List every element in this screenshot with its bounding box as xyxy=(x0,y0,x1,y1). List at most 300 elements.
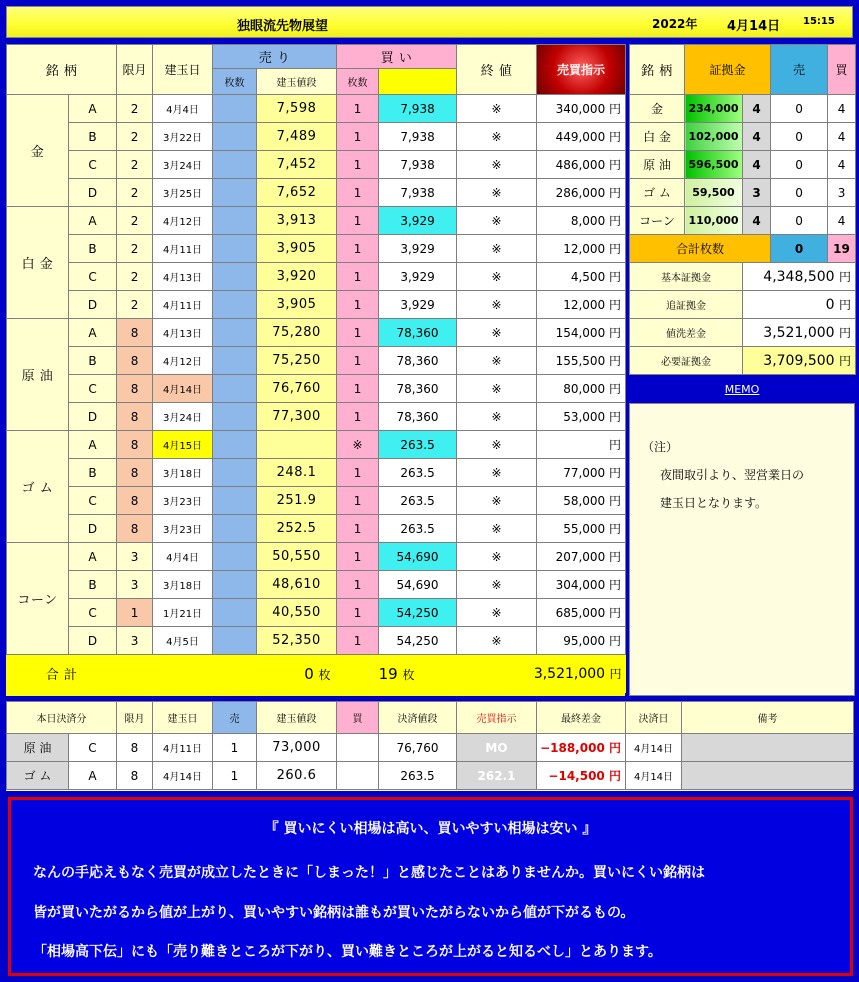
row-month: 2 xyxy=(117,123,153,151)
row-sell-qty xyxy=(213,599,257,627)
row-month: 8 xyxy=(117,431,153,459)
position-row xyxy=(7,515,626,543)
row-buy-qty: 1 xyxy=(337,123,379,151)
margin-row xyxy=(630,207,856,235)
header-sell-qty: 枚数 xyxy=(213,69,257,95)
position-row xyxy=(7,179,626,207)
row-signal: ※ xyxy=(457,179,537,207)
row-month: 2 xyxy=(117,235,153,263)
row-close: 3,929 xyxy=(379,263,457,291)
row-sell-qty xyxy=(213,459,257,487)
row-signal: ※ xyxy=(457,123,537,151)
header-brand: 銘 柄 xyxy=(7,45,117,95)
row-sell-qty xyxy=(213,95,257,123)
settle-buy xyxy=(337,762,379,790)
row-diff: 449,000 xyxy=(555,130,606,144)
summary-label: 基本証拠金 xyxy=(630,263,743,291)
row-price: 3,905 xyxy=(257,291,337,319)
row-signal: ※ xyxy=(457,291,537,319)
position-row xyxy=(7,207,626,235)
margin-row xyxy=(630,151,856,179)
page-title: 独眼流先物展望 xyxy=(237,19,329,34)
summary-unit: 円 xyxy=(839,354,852,368)
settle-header-settle-price: 決済値段 xyxy=(379,702,457,734)
position-row xyxy=(7,543,626,571)
total-sell: 0 xyxy=(304,664,314,683)
row-date: 4月13日 xyxy=(153,319,213,347)
row-buy-qty: 1 xyxy=(337,515,379,543)
margin-buy: 4 xyxy=(828,207,856,235)
row-month: 8 xyxy=(117,515,153,543)
row-date: 3月18日 xyxy=(153,459,213,487)
margin-summary-row xyxy=(630,263,856,291)
row-code: D xyxy=(69,403,117,431)
settle-signal: 262.1 xyxy=(457,762,537,790)
row-diff: 155,500 xyxy=(555,354,606,368)
margin-row xyxy=(630,95,856,123)
row-sell-qty xyxy=(213,319,257,347)
row-code: D xyxy=(69,291,117,319)
row-buy-qty: 1 xyxy=(337,207,379,235)
settle-brand: ゴ ム xyxy=(7,762,69,790)
memo-line-2: 夜間取引より、翌営業日の xyxy=(660,468,805,482)
row-date: 3月22日 xyxy=(153,123,213,151)
row-close: 7,938 xyxy=(379,95,457,123)
row-month: 2 xyxy=(117,179,153,207)
row-month: 3 xyxy=(117,543,153,571)
row-diff-unit: 円 xyxy=(609,214,622,228)
row-signal: ※ xyxy=(457,375,537,403)
margin-sell: 0 xyxy=(771,95,828,123)
settle-date: 4月14日 xyxy=(153,762,213,790)
memo-line-3: 建玉日となります。 xyxy=(660,496,768,510)
row-diff: 207,000 xyxy=(555,550,606,564)
summary-value: 3,709,500 xyxy=(763,353,835,369)
row-signal: ※ xyxy=(457,627,537,655)
row-month: 8 xyxy=(117,459,153,487)
row-code: C xyxy=(69,487,117,515)
row-diff: 12,000 xyxy=(563,298,606,312)
row-diff-unit: 円 xyxy=(609,298,622,312)
row-code: C xyxy=(69,375,117,403)
margin-header-buy: 買 xyxy=(828,45,856,95)
memo-line-1: （注） xyxy=(642,440,679,454)
row-month: 8 xyxy=(117,347,153,375)
row-date: 4月15日 xyxy=(153,431,213,459)
header-sell: 売 り xyxy=(213,45,337,69)
row-diff-unit: 円 xyxy=(609,382,622,396)
settle-table xyxy=(6,701,854,790)
settle-panel xyxy=(6,701,853,791)
proverb-banner xyxy=(8,797,853,976)
row-diff-unit: 円 xyxy=(609,354,622,368)
row-close: 78,360 xyxy=(379,319,457,347)
row-buy-qty: 1 xyxy=(337,291,379,319)
row-sell-qty xyxy=(213,487,257,515)
row-buy-qty: 1 xyxy=(337,375,379,403)
row-diff-unit: 円 xyxy=(609,186,622,200)
row-code: A xyxy=(69,543,117,571)
margin-brand: コーン xyxy=(630,207,685,235)
row-date: 4月12日 xyxy=(153,207,213,235)
row-close: 263.5 xyxy=(379,515,457,543)
row-close: 3,929 xyxy=(379,207,457,235)
row-signal: ※ xyxy=(457,459,537,487)
position-row xyxy=(7,431,626,459)
row-date: 4月14日 xyxy=(153,375,213,403)
header-close: 終 値 xyxy=(457,45,537,95)
row-diff-unit: 円 xyxy=(609,242,622,256)
row-diff: 95,000 xyxy=(563,634,606,648)
header-buy-qty: 枚数 xyxy=(337,69,379,95)
settle-settle-date: 4月14日 xyxy=(626,762,682,790)
banner-line-1: なんの手応えもなく売買が成立したときに「しまった！」と感じたことはありませんか。買いにくい銘柄は xyxy=(33,865,705,881)
row-month: 2 xyxy=(117,291,153,319)
row-code: C xyxy=(69,599,117,627)
row-sell-qty xyxy=(213,291,257,319)
header-month: 限月 xyxy=(117,45,153,95)
settle-month: 8 xyxy=(117,762,153,790)
row-price: 251.9 xyxy=(257,487,337,515)
row-sell-qty xyxy=(213,627,257,655)
row-date: 4月12日 xyxy=(153,347,213,375)
row-sell-qty xyxy=(213,375,257,403)
settle-settle-price: 76,760 xyxy=(379,734,457,762)
row-code: B xyxy=(69,571,117,599)
row-signal: ※ xyxy=(457,543,537,571)
row-buy-qty: 1 xyxy=(337,543,379,571)
row-sell-qty xyxy=(213,179,257,207)
memo-link[interactable]: MEMO xyxy=(724,383,760,396)
summary-value: 0 xyxy=(825,297,835,313)
row-sell-qty xyxy=(213,571,257,599)
margin-buy: 3 xyxy=(828,179,856,207)
total-buy: 19 xyxy=(378,664,398,683)
margin-header-margin: 証拠金 xyxy=(685,45,771,95)
settle-sell: 1 xyxy=(213,734,257,762)
margin-total-label: 合計枚数 xyxy=(630,235,771,263)
row-date: 4月11日 xyxy=(153,291,213,319)
settle-code: A xyxy=(69,762,117,790)
row-sell-qty xyxy=(213,123,257,151)
total-buy-unit: 枚 xyxy=(402,667,415,682)
settle-code: C xyxy=(69,734,117,762)
row-price: 3,920 xyxy=(257,263,337,291)
row-diff: 80,000 xyxy=(563,382,606,396)
row-buy-qty: 1 xyxy=(337,235,379,263)
settle-final-unit: 円 xyxy=(608,769,621,783)
row-buy-qty: 1 xyxy=(337,263,379,291)
row-code: A xyxy=(69,207,117,235)
position-row xyxy=(7,487,626,515)
row-diff-unit: 円 xyxy=(609,634,622,648)
row-price: 75,280 xyxy=(257,319,337,347)
margin-summary-row xyxy=(630,347,856,375)
row-buy-qty: 1 xyxy=(337,319,379,347)
settle-header-signal: 売買指示 xyxy=(457,702,537,734)
row-sell-qty xyxy=(213,403,257,431)
row-month: 8 xyxy=(117,319,153,347)
row-signal: ※ xyxy=(457,599,537,627)
total-diff: 3,521,000 xyxy=(533,666,606,683)
row-diff-unit: 円 xyxy=(609,130,622,144)
row-close: 7,938 xyxy=(379,151,457,179)
group-name: 金 xyxy=(7,95,69,207)
row-price: 248.1 xyxy=(257,459,337,487)
row-code: B xyxy=(69,459,117,487)
margin-table xyxy=(629,44,856,375)
position-row xyxy=(7,95,626,123)
row-close: 78,360 xyxy=(379,347,457,375)
banner-line-3: 「相場高下伝」にも「売り難きところが下がり、買い難きところが上がると知るべし」とあります。 xyxy=(33,944,662,960)
row-buy-qty: 1 xyxy=(337,347,379,375)
row-code: C xyxy=(69,263,117,291)
margin-header-sell: 売 xyxy=(771,45,828,95)
row-close: 7,938 xyxy=(379,123,457,151)
row-month: 2 xyxy=(117,207,153,235)
title-bar xyxy=(6,6,853,38)
settle-row xyxy=(7,734,854,762)
header-date: 建玉日 xyxy=(153,45,213,95)
row-buy-qty: 1 xyxy=(337,95,379,123)
margin-brand: ゴ ム xyxy=(630,179,685,207)
row-price xyxy=(257,431,337,459)
settle-brand: 原 油 xyxy=(7,734,69,762)
position-row xyxy=(7,347,626,375)
margin-total-sell: 0 xyxy=(771,235,828,263)
settle-header-date: 建玉日 xyxy=(153,702,213,734)
row-sell-qty xyxy=(213,347,257,375)
row-diff-unit: 円 xyxy=(609,410,622,424)
position-row xyxy=(7,235,626,263)
row-signal: ※ xyxy=(457,347,537,375)
row-diff: 55,000 xyxy=(563,522,606,536)
settle-header-settle-date: 決済日 xyxy=(626,702,682,734)
summary-unit: 円 xyxy=(839,326,852,340)
row-buy-qty: 1 xyxy=(337,403,379,431)
row-code: B xyxy=(69,347,117,375)
row-signal: ※ xyxy=(457,571,537,599)
margin-panel xyxy=(629,44,855,376)
margin-buy: 4 xyxy=(828,95,856,123)
settle-header-note: 備考 xyxy=(682,702,854,734)
row-close: 78,360 xyxy=(379,375,457,403)
row-price: 7,598 xyxy=(257,95,337,123)
settle-final: −14,500 xyxy=(548,769,605,783)
row-diff: 340,000 xyxy=(555,102,606,116)
row-close: 54,690 xyxy=(379,571,457,599)
margin-amount: 59,500 xyxy=(685,179,743,207)
row-date: 4月5日 xyxy=(153,627,213,655)
memo-box xyxy=(629,403,855,696)
margin-summary-row xyxy=(630,291,856,319)
header-signal[interactable]: 売買指示 xyxy=(537,45,626,95)
row-signal: ※ xyxy=(457,263,537,291)
row-date: 3月25日 xyxy=(153,179,213,207)
row-buy-qty: 1 xyxy=(337,151,379,179)
position-row xyxy=(7,151,626,179)
row-diff: 154,000 xyxy=(555,326,606,340)
row-close: 54,250 xyxy=(379,627,457,655)
row-buy-qty: 1 xyxy=(337,627,379,655)
row-signal: ※ xyxy=(457,487,537,515)
summary-label: 追証拠金 xyxy=(630,291,743,319)
group-name: コーン xyxy=(7,543,69,655)
row-sell-qty xyxy=(213,543,257,571)
header-price: 建玉値段 xyxy=(257,69,337,95)
row-diff: 286,000 xyxy=(555,186,606,200)
row-date: 1月21日 xyxy=(153,599,213,627)
margin-total-buy: 19 xyxy=(828,235,856,263)
row-diff-unit: 円 xyxy=(609,466,622,480)
settle-price: 260.6 xyxy=(257,762,337,790)
row-sell-qty xyxy=(213,207,257,235)
settle-note xyxy=(682,762,854,790)
margin-count: 4 xyxy=(743,151,771,179)
row-month: 8 xyxy=(117,487,153,515)
margin-amount: 102,000 xyxy=(685,123,743,151)
row-code: D xyxy=(69,515,117,543)
row-diff-unit: 円 xyxy=(609,550,622,564)
summary-label: 値洗差金 xyxy=(630,319,743,347)
total-sell-unit: 枚 xyxy=(318,667,331,682)
row-diff-unit: 円 xyxy=(609,270,622,284)
row-diff: 58,000 xyxy=(563,494,606,508)
row-buy-qty: 1 xyxy=(337,459,379,487)
row-diff-unit: 円 xyxy=(609,158,622,172)
row-diff: 53,000 xyxy=(563,410,606,424)
row-month: 8 xyxy=(117,375,153,403)
settle-buy xyxy=(337,734,379,762)
margin-brand: 金 xyxy=(630,95,685,123)
summary-value: 4,348,500 xyxy=(763,269,835,285)
margin-sell: 0 xyxy=(771,179,828,207)
row-close: 7,938 xyxy=(379,179,457,207)
settle-final-unit: 円 xyxy=(608,741,621,755)
settle-header-buy: 買 xyxy=(337,702,379,734)
settle-row xyxy=(7,762,854,790)
settle-header-brand: 本日決済分 xyxy=(7,702,117,734)
total-diff-unit: 円 xyxy=(609,667,622,682)
margin-header-brand: 銘 柄 xyxy=(630,45,685,95)
position-row xyxy=(7,403,626,431)
row-buy-qty: ※ xyxy=(337,431,379,459)
row-buy-qty: 1 xyxy=(337,487,379,515)
row-price: 77,300 xyxy=(257,403,337,431)
row-diff: 8,000 xyxy=(570,214,606,228)
position-row xyxy=(7,599,626,627)
group-name: ゴ ム xyxy=(7,431,69,543)
summary-label: 必要証拠金 xyxy=(630,347,743,375)
position-row xyxy=(7,123,626,151)
row-code: A xyxy=(69,431,117,459)
date-label: 4月14日 xyxy=(727,19,781,34)
row-diff-unit: 円 xyxy=(609,494,622,508)
row-close: 263.5 xyxy=(379,431,457,459)
row-date: 3月18日 xyxy=(153,571,213,599)
settle-date: 4月11日 xyxy=(153,734,213,762)
row-date: 4月13日 xyxy=(153,263,213,291)
position-row xyxy=(7,571,626,599)
row-price: 7,489 xyxy=(257,123,337,151)
row-code: B xyxy=(69,123,117,151)
row-month: 2 xyxy=(117,95,153,123)
row-diff: 4,500 xyxy=(570,270,606,284)
position-row xyxy=(7,291,626,319)
row-price: 3,905 xyxy=(257,235,337,263)
row-close: 3,929 xyxy=(379,291,457,319)
positions-panel xyxy=(6,44,625,696)
settle-header-sell: 売 xyxy=(213,702,257,734)
row-price: 252.5 xyxy=(257,515,337,543)
margin-row xyxy=(630,179,856,207)
row-date: 4月11日 xyxy=(153,235,213,263)
margin-buy: 4 xyxy=(828,123,856,151)
row-signal: ※ xyxy=(457,403,537,431)
row-close: 54,690 xyxy=(379,543,457,571)
row-code: D xyxy=(69,627,117,655)
row-code: B xyxy=(69,235,117,263)
row-diff-unit: 円 xyxy=(609,438,622,452)
row-close: 78,360 xyxy=(379,403,457,431)
settle-header-price: 建玉値段 xyxy=(257,702,337,734)
settle-note xyxy=(682,734,854,762)
margin-brand: 白 金 xyxy=(630,123,685,151)
margin-amount: 596,500 xyxy=(685,151,743,179)
settle-header-month: 限月 xyxy=(117,702,153,734)
row-price: 7,452 xyxy=(257,151,337,179)
row-price: 50,550 xyxy=(257,543,337,571)
row-close: 263.5 xyxy=(379,459,457,487)
row-diff-unit: 円 xyxy=(609,326,622,340)
margin-sell: 0 xyxy=(771,123,828,151)
margin-row xyxy=(630,123,856,151)
margin-buy: 4 xyxy=(828,151,856,179)
row-date: 3月24日 xyxy=(153,403,213,431)
row-close: 3,929 xyxy=(379,235,457,263)
row-price: 40,550 xyxy=(257,599,337,627)
row-date: 3月24日 xyxy=(153,151,213,179)
group-name: 白 金 xyxy=(7,207,69,319)
row-diff: 77,000 xyxy=(563,466,606,480)
row-signal: ※ xyxy=(457,515,537,543)
row-code: C xyxy=(69,151,117,179)
row-month: 2 xyxy=(117,151,153,179)
banner-title: 『 買いにくい相場は高い、買いやすい相場は安い 』 xyxy=(264,821,597,837)
positions-table xyxy=(6,44,626,693)
row-signal: ※ xyxy=(457,319,537,347)
row-diff-unit: 円 xyxy=(609,578,622,592)
row-price: 52,350 xyxy=(257,627,337,655)
row-diff: 486,000 xyxy=(555,158,606,172)
row-close: 54,250 xyxy=(379,599,457,627)
row-date: 3月23日 xyxy=(153,487,213,515)
row-signal: ※ xyxy=(457,235,537,263)
settle-settle-price: 263.5 xyxy=(379,762,457,790)
row-price: 75,250 xyxy=(257,347,337,375)
margin-amount: 110,000 xyxy=(685,207,743,235)
row-buy-qty: 1 xyxy=(337,599,379,627)
summary-unit: 円 xyxy=(839,270,852,284)
row-sell-qty xyxy=(213,235,257,263)
settle-price: 73,000 xyxy=(257,734,337,762)
row-code: A xyxy=(69,319,117,347)
margin-sell: 0 xyxy=(771,207,828,235)
position-row xyxy=(7,375,626,403)
row-sell-qty xyxy=(213,431,257,459)
settle-settle-date: 4月14日 xyxy=(626,734,682,762)
total-label: 合 計 xyxy=(7,655,117,693)
